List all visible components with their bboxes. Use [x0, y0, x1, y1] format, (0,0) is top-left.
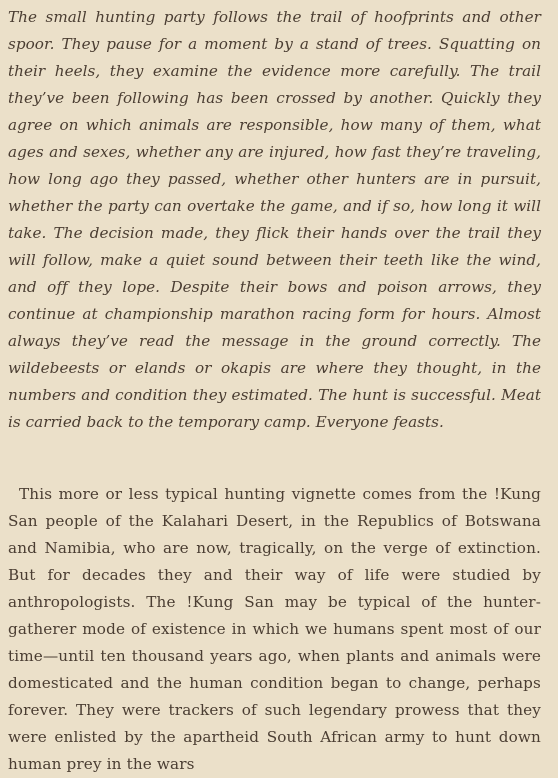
- body-paragraph: This more or less typical hunting vignette comes from the !Kung San people of the Kalahari Desert, in the Republics of Botswana and Namibia, who are now, tragically, on the verge of extinction. But for decades they and their way of life were studied by anthropologists. The !Kung San may be typical of the hunter-gatherer mode of existence in which we humans spent most of our time—until ten thousand years ago, when plants and animals were domesticated and the human condition began to change, perhaps forever. They were trackers of such legendary prowess that they were enlisted by the apartheid South African army to hunt down human prey in the wars: [8, 485, 541, 773]
- vignette-paragraph: The small hunting party follows the trail of hoofprints and other spoor. They pause for a moment by a stand of trees. Squatting on their heels, they examine the evidence more carefully. The trail they’ve been following has been crossed by another. Quickly they agree on which animals are responsible, how many of them, what ages and sexes, whether any are injured, how fast they’re traveling, how long ago they passed, whether other hunters are in pursuit, whether the party can overtake the game, and if so, how long it will take. The decision made, they flick their hands over the trail they will follow, make a quiet sound between their teeth like the wind, and off they lope. Despite their bows and poison arrows, they continue at championship marathon racing form for hours. Almost always they’ve read the message in the ground correctly. The wildebeests or elands or okapis are where they thought, in the numbers and condition they estimated. The hunt is successful. Meat is carried back to the temporary camp. Everyone feasts.: [8, 8, 541, 431]
